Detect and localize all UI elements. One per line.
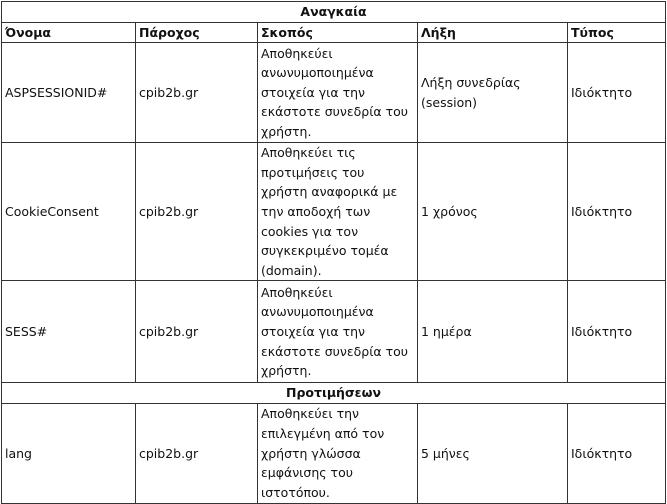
table-row — [2, 143, 666, 281]
section-row-preferences — [2, 383, 666, 404]
cookie-provider: cpib2b.gr — [136, 143, 258, 281]
section-row-necessary — [2, 2, 666, 23]
table-row — [2, 43, 666, 143]
cookie-table — [1, 1, 666, 504]
header-provider: Πάροχος — [136, 22, 258, 43]
cookie-name: SESS# — [2, 281, 136, 383]
cookie-name: ASPSESSIONID# — [2, 43, 136, 143]
cookie-expiry: Λήξη συνεδρίας (session) — [418, 43, 568, 143]
cookie-purpose: Αποθηκεύει την επιλεγμένη από τον χρήστη γλώσσα εμφάνισης του ιστοτόπου. — [258, 403, 418, 503]
header-expiry: Λήξη — [418, 22, 568, 43]
cookie-expiry: 1 χρόνος — [418, 143, 568, 281]
cookie-expiry: 1 ημέρα — [418, 281, 568, 383]
table-row — [2, 281, 666, 383]
section-title-preferences: Προτιμήσεων — [2, 383, 666, 404]
cookie-type: Ιδιόκτητο — [568, 143, 666, 281]
cookie-type: Ιδιόκτητο — [568, 403, 666, 503]
cookie-purpose: Αποθηκεύει ανωνυμοποιημένα στοιχεία για την εκάστοτε συνεδρία του χρήστη. — [258, 43, 418, 143]
cookie-name: CookieConsent — [2, 143, 136, 281]
table-header-row — [2, 22, 666, 43]
cookie-type: Ιδιόκτητο — [568, 281, 666, 383]
header-name: Όνομα — [2, 22, 136, 43]
cookie-provider: cpib2b.gr — [136, 281, 258, 383]
cookie-purpose: Αποθηκεύει τις προτιμήσεις του χρήστη αναφορικά με την αποδοχή των cookies για τον συγκεκριμένο τομέα (domain). — [258, 143, 418, 281]
cookie-name: lang — [2, 403, 136, 503]
header-purpose: Σκοπός — [258, 22, 418, 43]
section-title-necessary: Αναγκαία — [2, 2, 666, 23]
header-type: Τύπος — [568, 22, 666, 43]
cookie-provider: cpib2b.gr — [136, 43, 258, 143]
cookie-type: Ιδιόκτητο — [568, 43, 666, 143]
cookie-provider: cpib2b.gr — [136, 403, 258, 503]
cookie-purpose: Αποθηκεύει ανωνυμοποιημένα στοιχεία για την εκάστοτε συνεδρία του χρήστη. — [258, 281, 418, 383]
cookie-expiry: 5 μήνες — [418, 403, 568, 503]
table-row — [2, 403, 666, 503]
